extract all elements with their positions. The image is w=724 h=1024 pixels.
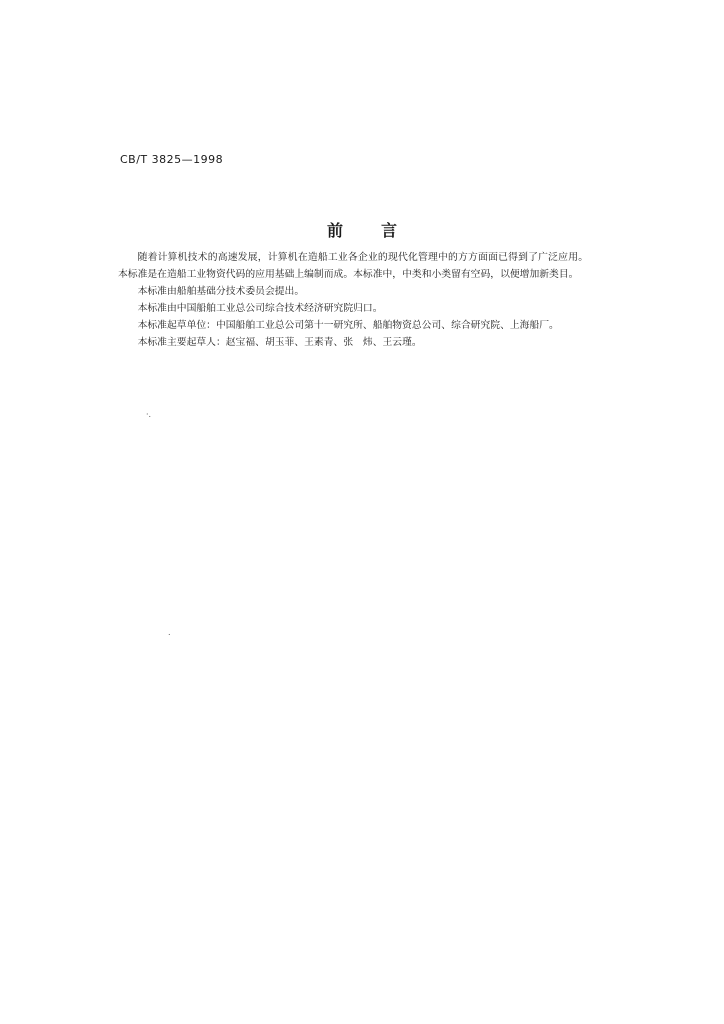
paragraph-proposer: 本标准由船舶基础分技术委员会提出。 — [137, 286, 305, 297]
paragraph-administrator: 本标准由中国船舶工业总公司综合技术经济研究院归口。 — [137, 303, 383, 314]
heading-char-2: 言 — [381, 221, 398, 240]
foreword-heading — [0, 218, 724, 241]
standard-code: CB/T 3825—1998 — [120, 153, 224, 166]
foreword-body — [118, 249, 588, 351]
scan-speck: ·. — [146, 410, 152, 419]
paragraph-drafters: 本标准主要起草人：赵宝福、胡玉菲、王素青、张 炜、王云瑾。 — [137, 337, 422, 348]
heading-char-1: 前 — [326, 221, 343, 240]
paragraph-intro: 随着计算机技术的高速发展，计算机在造船工业各企业的现代化管理中的方方面面已得到了广泛应用。本标准是在造船工业物资代码的应用基础上编制而成。本标准中，中类和小类留有空码，以便增加新类目。 — [118, 252, 588, 280]
paragraph-drafting-units: 本标准起草单位：中国船舶工业总公司第十一研究所、船舶物资总公司、综合研究院、上海船厂。 — [137, 320, 559, 331]
scan-speck: . — [168, 628, 171, 637]
